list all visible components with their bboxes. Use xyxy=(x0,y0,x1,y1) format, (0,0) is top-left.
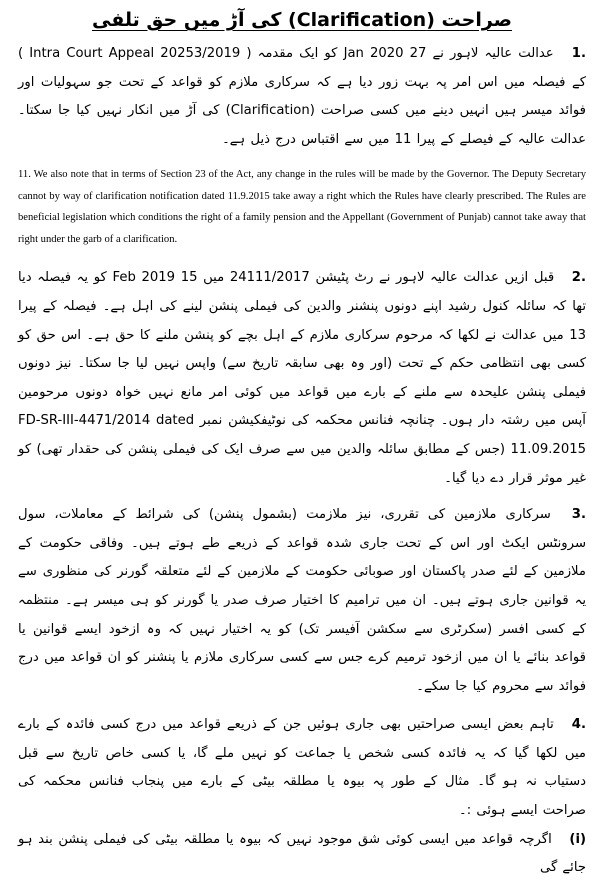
paragraph-4-subitem-i xyxy=(18,826,586,883)
paragraph-4-subitem-text: اگرچہ قواعد میں ایسی کوئی شق موجود نہیں کہ بیوہ یا مطلقہ بیٹی کی فیملی پنشن بند ہو جائے گی xyxy=(18,831,586,876)
paragraph-2-text: قبل ازیں عدالت عالیہ لاہور نے رٹ پٹیشن 24111/2017 میں 15 Feb 2019 کو یہ فیصلہ دیا تھا کہ سائلہ کنول رشید اپنے دونوں پنشنر والدین کی فیملی پنشن لینے کی اہل ہے۔ فیصلہ کے پیرا 13 میں عدالت نے لکھا کہ مرحوم سرکاری ملازم کے اہل بچے کو پنشن ملنے کا حق ہے۔ اس حق کو کسی بھی انتظامی حکم کے تحت (اور وہ بھی سابقہ تاریخ سے) واپس نہیں لیا جا سکتا۔ نیز دونوں فیملی پنشن علیحدہ سے ملنے کے بارے میں قواعد میں کوئی امر مانع نہیں خواہ دونوں مرحومین آپس میں رشتہ دار ہوں۔ چنانچہ فنانس محکمہ کی نوٹیفکیشن نمبر FD-SR-III-4471/2014 dated 11.09.2015 (جس کے مطابق سائلہ والدین میں سے صرف ایک کی فیملی پنشن کی حقدار تھی) کو غیر موثر قرار دے دیا گیا۔ xyxy=(18,270,586,486)
paragraph-4-number: .4 xyxy=(571,717,586,733)
paragraph-3-text: سرکاری ملازمین کی تقرری، نیز ملازمت (بشمول پنشن) کی شرائط کے معاملات، سول سرونٹس ایکٹ اور اس کے تحت جاری شدہ قواعد کے ذریعے طے ہوتے ہیں۔ وفاقی حکومت کے ملازمین کے لئے صدر پاکستان اور صوبائی حکومت کے ملازمین کے لئے متعلقہ گورنر کی منظوری سے یہ قوانین جاری ہوتے ہیں۔ ان میں ترامیم کا اختیار صرف صدر یا گورنر کو ہی میسر ہے۔ منتظمہ کے کسی افسر (سکرٹری سے سکشن آفیسر تک) کو یہ اختیار نہیں کہ وہ ازخود ایسے قوانین یا قواعد بنائے یا ان میں ازخود ترمیم کرے جس سے کسی سرکاری ملازم یا پنشنر کو ان قواعد میں درج فوائد سے محروم کیا جا سکے۔ xyxy=(18,507,586,694)
paragraph-1-text: عدالت عالیہ لاہور نے 27 Jan 2020 کو ایک مقدمہ ( Intra Court Appeal 20253/2019 ) کے فیصلہ میں اس امر پہ بہت زور دیا ہے کہ سرکاری ملازم کو قواعد کے تحت جو سہولیات اور فوائد میسر ہیں انہیں دینے میں کسی صراحت (Clarification) کی آڑ میں انکار نہیں کیا جا سکتا۔ عدالت عالیہ کے فیصلے کے پیرا 11 میں سے اقتباس درج ذیل ہے۔ xyxy=(18,46,586,147)
paragraph-3-number: .3 xyxy=(571,507,586,523)
paragraph-2 xyxy=(18,264,586,493)
court-judgment-quote: 11. We also note that in terms of Section 23 of the Act, any change in the rules will be made by the Governor. The Deputy Secretary cannot by way of clarification notification dated 11.9.2015 take away a right which the Rules have clearly prescribed. The Rules are beneficial legislation which conditions the right of a family pension and the Appellant (Government of Punjab) cannot take away that right under the garb of a clarification. xyxy=(18,169,586,245)
paragraph-1-number: .1 xyxy=(571,46,586,61)
page-title: صراحت (Clarification) کی آڑ میں حق تلفی xyxy=(91,9,513,31)
paragraph-4-text: تاہم بعض ایسی صراحتیں بھی جاری ہوئیں جن کے ذریعے قواعد میں درج کسی فائدہ کے بارے میں لکھا گیا کہ یہ فائدہ کسی شخص یا جماعت کو نہیں ملے گا، یا کسی خاص تاریخ سے قبل دستیاب نہ ہو گا۔ مثال کے طور پہ بیوہ یا مطلقہ بیٹی کے بارے میں پنجاب فنانس محکمہ کی صراحت ایسے ہوئی :۔ xyxy=(18,717,586,819)
paragraph-4-subitem-number: (i) xyxy=(569,831,586,847)
paragraph-2-number: .2 xyxy=(571,270,586,286)
paragraph-1 xyxy=(18,40,586,154)
paragraph-4 xyxy=(18,711,586,825)
paragraph-3 xyxy=(18,501,586,701)
